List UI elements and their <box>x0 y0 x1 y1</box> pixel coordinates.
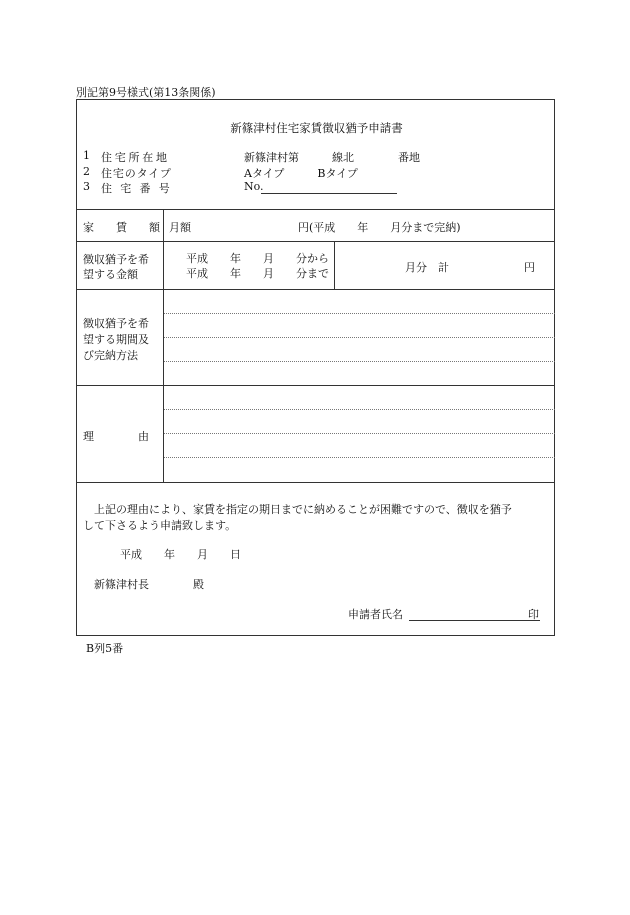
application-date: 平成 年 月 日 <box>120 548 241 561</box>
declaration-text: 上記の理由により、家賃を指定の期日までに納めることが困難ですので、徴収を猶予 <box>94 503 512 516</box>
deferral-yen: 円 <box>524 261 535 274</box>
divider <box>77 385 554 386</box>
rent-label: 家 賃 額 <box>83 221 160 234</box>
house-number-field: No. <box>244 180 264 193</box>
reason-dotted-line <box>164 409 555 410</box>
deferral-from: 平成 年 月 分から <box>186 252 329 265</box>
period-dotted-line <box>164 361 555 362</box>
item-label: 住宅番号 <box>101 182 178 195</box>
application-form <box>76 99 555 636</box>
divider <box>77 482 554 483</box>
divider <box>77 289 554 290</box>
amount-divider <box>334 241 335 289</box>
item-label: 住宅所在地 <box>101 151 170 164</box>
deferral-amount-label: 望する金額 <box>83 268 138 281</box>
divider <box>77 241 554 242</box>
rent-monthly-label: 月額 <box>169 221 191 234</box>
item-number: 2 <box>83 165 90 178</box>
house-number-underline <box>261 193 397 194</box>
item-number: 1 <box>83 149 90 162</box>
period-dotted-line <box>164 337 555 338</box>
seal-mark: 印 <box>528 608 539 621</box>
item-number: 3 <box>83 180 90 193</box>
addressee: 新篠津村長 殿 <box>94 578 204 591</box>
deferral-total-label: 月分 計 <box>405 261 449 274</box>
rent-paid-note: 円(平成 年 月分まで完納) <box>298 221 461 234</box>
address-field: 新篠津村第 線北 番地 <box>244 151 420 164</box>
applicant-name-underline <box>409 620 540 621</box>
reason-dotted-line <box>164 457 555 458</box>
label-column-divider <box>163 209 164 482</box>
house-type-field: Aタイプ Bタイプ <box>244 167 358 180</box>
applicant-name-label: 申請者氏名 <box>348 608 403 621</box>
item-label: 住宅のタイプ <box>101 167 172 180</box>
declaration-text: して下さるよう申請致します。 <box>83 519 237 532</box>
deferral-amount-label: 徴収猶予を希 <box>83 253 149 266</box>
form-title: 新篠津村住宅家賃徴収猶予申請書 <box>230 121 403 135</box>
reason-label: 理 由 <box>83 430 149 443</box>
period-label: び完納方法 <box>83 349 138 362</box>
period-label: 望する期間及 <box>83 333 149 346</box>
reason-dotted-line <box>164 433 555 434</box>
period-label: 徴収猶予を希 <box>83 317 149 330</box>
period-dotted-line <box>164 313 555 314</box>
paper-size-note: B列5番 <box>86 642 124 655</box>
deferral-to: 平成 年 月 分まで <box>186 267 329 280</box>
divider <box>77 209 554 210</box>
form-reference: 別記第9号様式(第13条関係) <box>76 86 216 99</box>
